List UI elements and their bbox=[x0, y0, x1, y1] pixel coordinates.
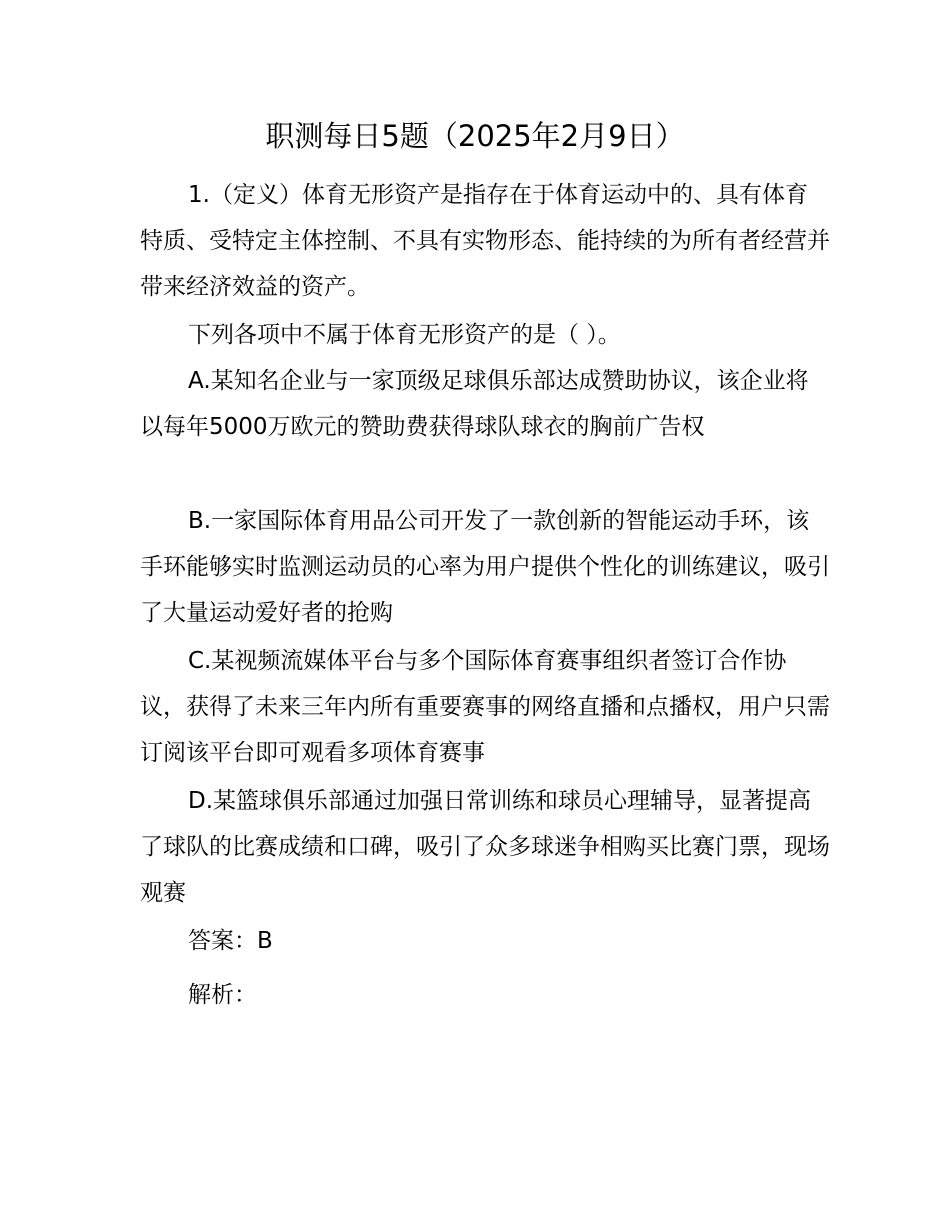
analysis-label: 解析： bbox=[188, 982, 257, 1008]
question-prompt: 下列各项中不属于体育无形资产的是（ ）。 bbox=[188, 322, 621, 348]
option-d: D.某篮球俱乐部通过加强日常训练和球员心理辅导，显著提高了球队的比赛成绩和口碑，吸引了众多球迷争相购买比赛门票，现场观赛 bbox=[140, 788, 830, 906]
answer: 答案：B bbox=[188, 928, 273, 954]
question-definition: 1.（定义）体育无形资产是指存在于体育运动中的、具有体育特质、受特定主体控制、不具有实物形态、能持续的为所有者经营并带来经济效益的资产。 bbox=[140, 182, 830, 300]
option-c: C.某视频流媒体平台与多个国际体育赛事组织者签订合作协议，获得了未来三年内所有重要赛事的网络直播和点播权，用户只需订阅该平台即可观看多项体育赛事 bbox=[140, 648, 830, 766]
page-title: 职测每日5题（2025年2月9日） bbox=[265, 119, 685, 153]
option-b: B.一家国际体育用品公司开发了一款创新的智能运动手环，该手环能够实时监测运动员的心率为用户提供个性化的训练建议，吸引了大量运动爱好者的抢购 bbox=[140, 508, 830, 626]
option-a: A.某知名企业与一家顶级足球俱乐部达成赞助协议，该企业将以每年5000万欧元的赞助费获得球队球衣的胸前广告权 bbox=[140, 368, 809, 440]
